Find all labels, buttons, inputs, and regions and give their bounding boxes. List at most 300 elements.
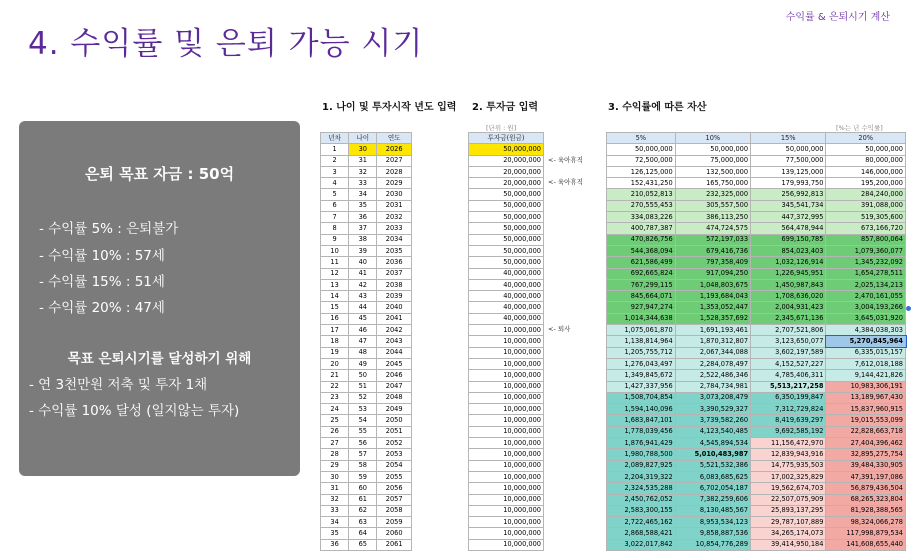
investment-cell[interactable]: 50,000,000 bbox=[469, 245, 544, 256]
table-row bbox=[469, 200, 544, 211]
asset-cell: 8,130,485,567 bbox=[675, 505, 750, 516]
investment-cell[interactable]: 40,000,000 bbox=[469, 268, 544, 279]
table-row bbox=[607, 347, 906, 358]
asset-cell: 141,608,655,440 bbox=[826, 539, 906, 550]
age-table-cell: 60 bbox=[349, 483, 377, 494]
asset-cell: 6,350,199,847 bbox=[751, 392, 826, 403]
age-table-cell: 12 bbox=[321, 268, 349, 279]
selection-handle[interactable] bbox=[906, 306, 911, 311]
asset-cell: 1,427,337,956 bbox=[607, 381, 676, 392]
table-row bbox=[469, 291, 544, 302]
age-table-cell: 5 bbox=[321, 189, 349, 200]
asset-cell: 4,123,540,485 bbox=[675, 426, 750, 437]
investment-cell[interactable]: 50,000,000 bbox=[469, 189, 544, 200]
age-table-cell: 2031 bbox=[377, 200, 412, 211]
table-row bbox=[321, 494, 412, 505]
asset-cell: 391,088,000 bbox=[826, 200, 906, 211]
plan-line-1: - 연 3천만원 저축 및 투자 1채 bbox=[29, 377, 208, 393]
age-table-cell: 2060 bbox=[377, 528, 412, 539]
age-table-cell: 1 bbox=[321, 144, 349, 155]
table-row bbox=[469, 234, 544, 245]
asset-cell: 1,014,344,638 bbox=[607, 313, 676, 324]
asset-cell: 1,276,043,497 bbox=[607, 358, 676, 369]
investment-cell[interactable]: 10,000,000 bbox=[469, 471, 544, 482]
asset-cell: 1,691,193,461 bbox=[675, 325, 750, 336]
table-row bbox=[321, 313, 412, 324]
asset-cell: 9,858,887,536 bbox=[675, 528, 750, 539]
asset-cell: 6,083,685,625 bbox=[675, 471, 750, 482]
asset-cell: 132,500,000 bbox=[675, 166, 750, 177]
rate-line-10: - 수익률 10% : 57세 bbox=[39, 248, 165, 264]
investment-header: 투자금(원금) bbox=[469, 133, 544, 144]
table-row bbox=[321, 166, 412, 177]
age-table-cell[interactable]: 30 bbox=[349, 144, 377, 155]
table-row bbox=[607, 449, 906, 460]
table-row bbox=[321, 438, 412, 449]
asset-cell: 3,739,582,260 bbox=[675, 415, 750, 426]
age-table-cell: 43 bbox=[349, 291, 377, 302]
asset-cell: 2,707,521,806 bbox=[751, 325, 826, 336]
age-table-cell: 2055 bbox=[377, 471, 412, 482]
asset-cell: 5,521,532,386 bbox=[675, 460, 750, 471]
investment-cell[interactable]: 10,000,000 bbox=[469, 505, 544, 516]
asset-cell: 80,000,000 bbox=[826, 155, 906, 166]
asset-cell: 519,305,600 bbox=[826, 212, 906, 223]
age-table-cell: 64 bbox=[349, 528, 377, 539]
investment-cell[interactable]: 10,000,000 bbox=[469, 336, 544, 347]
asset-cell: 854,023,403 bbox=[751, 245, 826, 256]
age-table-cell: 19 bbox=[321, 347, 349, 358]
table-row bbox=[607, 212, 906, 223]
investment-cell[interactable]: 50,000,000 bbox=[469, 200, 544, 211]
table-row bbox=[469, 212, 544, 223]
age-table-cell: 59 bbox=[349, 471, 377, 482]
asset-cell: 25,893,137,295 bbox=[751, 505, 826, 516]
table-row bbox=[469, 144, 544, 155]
asset-cell: 232,325,000 bbox=[675, 189, 750, 200]
asset-cell: 927,947,274 bbox=[607, 302, 676, 313]
investment-cell[interactable]: 10,000,000 bbox=[469, 528, 544, 539]
age-table-cell: 11 bbox=[321, 257, 349, 268]
table-row bbox=[321, 325, 412, 336]
age-table-cell: 41 bbox=[349, 268, 377, 279]
age-table-cell: 2061 bbox=[377, 539, 412, 550]
table-row bbox=[607, 178, 906, 189]
asset-cell: 621,586,499 bbox=[607, 257, 676, 268]
annotation-note: <- 육아휴직 bbox=[548, 155, 583, 164]
age-table-cell: 52 bbox=[349, 392, 377, 403]
age-table-cell: 51 bbox=[349, 381, 377, 392]
asset-cell: 386,113,250 bbox=[675, 212, 750, 223]
asset-cell: 56,879,436,504 bbox=[826, 483, 906, 494]
age-table-cell: 24 bbox=[321, 404, 349, 415]
table-row bbox=[469, 517, 544, 528]
table-row bbox=[321, 200, 412, 211]
asset-cell: 14,775,935,503 bbox=[751, 460, 826, 471]
table-row bbox=[469, 449, 544, 460]
investment-cell[interactable]: 10,000,000 bbox=[469, 438, 544, 449]
age-table-cell: 22 bbox=[321, 381, 349, 392]
age-table-cell: 18 bbox=[321, 336, 349, 347]
asset-cell: 152,431,250 bbox=[607, 178, 676, 189]
age-table-cell: 20 bbox=[321, 358, 349, 369]
age-table-cell: 44 bbox=[349, 302, 377, 313]
unit-label-right: [%는 년 수익률] bbox=[836, 124, 883, 132]
asset-cell: 50,000,000 bbox=[751, 144, 826, 155]
investment-cell[interactable]: 40,000,000 bbox=[469, 302, 544, 313]
investment-cell[interactable]: 20,000,000 bbox=[469, 166, 544, 177]
asset-cell: 7,382,259,606 bbox=[675, 494, 750, 505]
asset-cell: 12,839,943,916 bbox=[751, 449, 826, 460]
age-table-cell: 2051 bbox=[377, 426, 412, 437]
investment-cell[interactable]: 10,000,000 bbox=[469, 381, 544, 392]
age-table-cell: 2059 bbox=[377, 517, 412, 528]
table-row bbox=[469, 279, 544, 290]
page-title: 4. 수익률 및 은퇴 가능 시기 bbox=[28, 26, 424, 62]
asset-cell: 4,785,406,311 bbox=[751, 370, 826, 381]
investment-cell[interactable]: 20,000,000 bbox=[469, 155, 544, 166]
table-row bbox=[469, 347, 544, 358]
asset-cell: 2,868,588,421 bbox=[607, 528, 676, 539]
table-row bbox=[607, 517, 906, 528]
asset-cell: 256,992,813 bbox=[751, 189, 826, 200]
age-table-cell: 45 bbox=[349, 313, 377, 324]
age-table-cell: 31 bbox=[321, 483, 349, 494]
asset-cell: 1,349,845,672 bbox=[607, 370, 676, 381]
age-table-cell: 2027 bbox=[377, 155, 412, 166]
asset-cell: 1,226,945,951 bbox=[751, 268, 826, 279]
table-row bbox=[607, 471, 906, 482]
asset-cell: 2,067,344,088 bbox=[675, 347, 750, 358]
age-table-cell: 55 bbox=[349, 426, 377, 437]
table-row bbox=[469, 415, 544, 426]
table-row bbox=[321, 426, 412, 437]
investment-cell[interactable]: 10,000,000 bbox=[469, 415, 544, 426]
table-row bbox=[321, 245, 412, 256]
asset-cell: 3,602,197,589 bbox=[751, 347, 826, 358]
age-table-cell: 25 bbox=[321, 415, 349, 426]
age-table-cell: 2045 bbox=[377, 358, 412, 369]
age-table-cell: 2038 bbox=[377, 279, 412, 290]
age-table-cell: 40 bbox=[349, 257, 377, 268]
investment-cell[interactable]: 10,000,000 bbox=[469, 370, 544, 381]
asset-cell: 3,004,193,266 bbox=[826, 302, 906, 313]
asset-cell: 72,500,000 bbox=[607, 155, 676, 166]
asset-cell: 34,265,174,073 bbox=[751, 528, 826, 539]
age-table-cell: 32 bbox=[349, 166, 377, 177]
age-table-cell: 2041 bbox=[377, 313, 412, 324]
table-row bbox=[469, 166, 544, 177]
age-table-cell: 33 bbox=[321, 505, 349, 516]
table-row bbox=[607, 494, 906, 505]
table-row bbox=[321, 358, 412, 369]
table-row bbox=[469, 471, 544, 482]
age-table-cell: 49 bbox=[349, 358, 377, 369]
asset-cell: 50,000,000 bbox=[826, 144, 906, 155]
table-row bbox=[607, 370, 906, 381]
investment-cell[interactable]: 50,000,000 bbox=[469, 212, 544, 223]
asset-cell: 22,828,663,718 bbox=[826, 426, 906, 437]
age-table-cell: 42 bbox=[349, 279, 377, 290]
table-row bbox=[607, 245, 906, 256]
investment-cell[interactable]: 40,000,000 bbox=[469, 313, 544, 324]
asset-cell: 673,166,720 bbox=[826, 223, 906, 234]
investment-cell[interactable]: 10,000,000 bbox=[469, 517, 544, 528]
asset-cell: 270,555,453 bbox=[607, 200, 676, 211]
asset-cell: 1,032,126,914 bbox=[751, 257, 826, 268]
table-row bbox=[469, 223, 544, 234]
asset-cell: 50,000,000 bbox=[607, 144, 676, 155]
age-table-cell: 9 bbox=[321, 234, 349, 245]
table-row bbox=[607, 528, 906, 539]
table-row bbox=[321, 155, 412, 166]
table-row bbox=[469, 178, 544, 189]
table-row bbox=[607, 279, 906, 290]
investment-cell[interactable]: 10,000,000 bbox=[469, 494, 544, 505]
asset-cell: 699,150,785 bbox=[751, 234, 826, 245]
asset-cell: 845,664,071 bbox=[607, 291, 676, 302]
table-row bbox=[469, 336, 544, 347]
table-row bbox=[469, 404, 544, 415]
age-table-cell: 17 bbox=[321, 325, 349, 336]
investment-cell[interactable]: 50,000,000 bbox=[469, 257, 544, 268]
table-row bbox=[469, 494, 544, 505]
age-table-cell: 35 bbox=[321, 528, 349, 539]
asset-cell: 2,324,535,288 bbox=[607, 483, 676, 494]
asset-cell: 1,654,278,511 bbox=[826, 268, 906, 279]
age-table-cell: 2032 bbox=[377, 212, 412, 223]
asset-cell: 2,522,486,346 bbox=[675, 370, 750, 381]
asset-cell: 2,722,465,162 bbox=[607, 517, 676, 528]
table-row bbox=[607, 223, 906, 234]
rate-line-20: - 수익률 20% : 47세 bbox=[39, 300, 165, 316]
table-row bbox=[607, 144, 906, 155]
asset-cell: 68,265,323,804 bbox=[826, 494, 906, 505]
corner-label: 수익률 & 은퇴시기 계산 bbox=[785, 12, 890, 23]
asset-cell: 7,312,729,824 bbox=[751, 404, 826, 415]
asset-cell: 2,004,931,423 bbox=[751, 302, 826, 313]
asset-cell: 474,724,575 bbox=[675, 223, 750, 234]
age-table-cell[interactable]: 2026 bbox=[377, 144, 412, 155]
asset-cell: 146,000,000 bbox=[826, 166, 906, 177]
asset-cell: 1,138,814,964 bbox=[607, 336, 676, 347]
table-row bbox=[321, 539, 412, 550]
table-row bbox=[607, 483, 906, 494]
asset-cell: 1,870,312,807 bbox=[675, 336, 750, 347]
asset-cell: 1,980,788,500 bbox=[607, 449, 676, 460]
age-table-cell: 6 bbox=[321, 200, 349, 211]
investment-cell[interactable]: 10,000,000 bbox=[469, 392, 544, 403]
asset-cell: 305,557,500 bbox=[675, 200, 750, 211]
table-row bbox=[321, 223, 412, 234]
age-table-cell: 8 bbox=[321, 223, 349, 234]
table-row bbox=[321, 449, 412, 460]
asset-cell: 400,787,387 bbox=[607, 223, 676, 234]
age-table-cell: 2047 bbox=[377, 381, 412, 392]
age-table-cell: 2058 bbox=[377, 505, 412, 516]
table-row bbox=[607, 336, 906, 347]
investment-cell[interactable]: 10,000,000 bbox=[469, 539, 544, 550]
table-row bbox=[321, 279, 412, 290]
age-table-cell: 2050 bbox=[377, 415, 412, 426]
table-row bbox=[321, 528, 412, 539]
table-row bbox=[469, 392, 544, 403]
asset-cell: 6,702,054,187 bbox=[675, 483, 750, 494]
table-row bbox=[607, 358, 906, 369]
table-row bbox=[321, 189, 412, 200]
asset-cell: 470,826,756 bbox=[607, 234, 676, 245]
table-row bbox=[469, 483, 544, 494]
table-row bbox=[321, 268, 412, 279]
asset-cell: 10,854,776,289 bbox=[675, 539, 750, 550]
table-row bbox=[321, 302, 412, 313]
asset-cell: 9,144,421,826 bbox=[826, 370, 906, 381]
goal-text: 은퇴 목표 자금 : 50억 bbox=[84, 165, 235, 183]
asset-cell: 1,345,232,092 bbox=[826, 257, 906, 268]
asset-table-header: 20% bbox=[826, 133, 906, 144]
asset-cell: 2,470,161,055 bbox=[826, 291, 906, 302]
table-row bbox=[469, 257, 544, 268]
age-table-cell: 34 bbox=[349, 189, 377, 200]
asset-cell: 2,345,671,136 bbox=[751, 313, 826, 324]
age-table-cell: 63 bbox=[349, 517, 377, 528]
asset-cell: 17,002,325,829 bbox=[751, 471, 826, 482]
table-row bbox=[469, 245, 544, 256]
asset-cell: 3,645,031,920 bbox=[826, 313, 906, 324]
asset-cell: 13,189,967,430 bbox=[826, 392, 906, 403]
asset-cell: 447,372,995 bbox=[751, 212, 826, 223]
plan-line-2: - 수익률 10% 달성 (일지않는 투자) bbox=[29, 403, 240, 419]
asset-cell: 2,204,319,322 bbox=[607, 471, 676, 482]
rate-line-5: - 수익률 5% : 은퇴불가 bbox=[39, 221, 179, 237]
age-table-cell: 58 bbox=[349, 460, 377, 471]
asset-cell: 50,000,000 bbox=[675, 144, 750, 155]
table-row bbox=[321, 392, 412, 403]
asset-cell: 572,197,033 bbox=[675, 234, 750, 245]
age-table-cell: 50 bbox=[349, 370, 377, 381]
asset-cell: 6,335,015,157 bbox=[826, 347, 906, 358]
asset-table-header: 5% bbox=[607, 133, 676, 144]
age-table-cell: 2043 bbox=[377, 336, 412, 347]
asset-cell: 334,083,226 bbox=[607, 212, 676, 223]
asset-cell: 544,368,094 bbox=[607, 245, 676, 256]
table-row bbox=[469, 381, 544, 392]
table-row bbox=[321, 370, 412, 381]
age-table-cell: 30 bbox=[321, 471, 349, 482]
table-row bbox=[607, 313, 906, 324]
table-row bbox=[321, 460, 412, 471]
investment-cell[interactable]: 50,000,000 bbox=[469, 234, 544, 245]
asset-cell: 1,508,704,854 bbox=[607, 392, 676, 403]
asset-cell: 1,079,360,077 bbox=[826, 245, 906, 256]
age-table-cell: 2033 bbox=[377, 223, 412, 234]
investment-cell[interactable]: 10,000,000 bbox=[469, 483, 544, 494]
asset-cell: 8,953,534,123 bbox=[675, 517, 750, 528]
panel-subtitle: 목표 은퇴시기를 달성하기 위해 bbox=[67, 351, 252, 367]
investment-cell[interactable]: 10,000,000 bbox=[469, 449, 544, 460]
table-row bbox=[607, 234, 906, 245]
age-table-cell: 4 bbox=[321, 178, 349, 189]
investment-cell[interactable]: 40,000,000 bbox=[469, 291, 544, 302]
table-row bbox=[321, 178, 412, 189]
asset-cell: 1,075,061,870 bbox=[607, 325, 676, 336]
age-table-cell: 2029 bbox=[377, 178, 412, 189]
table-row bbox=[469, 505, 544, 516]
table-row bbox=[469, 302, 544, 313]
section-label-1: 1. 나이 및 투자시작 년도 입력 bbox=[322, 102, 457, 113]
asset-cell: 5,270,845,964 bbox=[826, 336, 906, 347]
asset-cell: 3,123,650,077 bbox=[751, 336, 826, 347]
asset-cell: 679,416,736 bbox=[675, 245, 750, 256]
asset-cell: 564,478,944 bbox=[751, 223, 826, 234]
age-table-cell: 47 bbox=[349, 336, 377, 347]
asset-cell: 39,484,330,905 bbox=[826, 460, 906, 471]
asset-cell: 4,545,894,534 bbox=[675, 438, 750, 449]
investment-cell[interactable]: 10,000,000 bbox=[469, 325, 544, 336]
table-row bbox=[469, 358, 544, 369]
age-table-cell: 37 bbox=[349, 223, 377, 234]
investment-cell[interactable]: 40,000,000 bbox=[469, 279, 544, 290]
investment-cell[interactable]: 10,000,000 bbox=[469, 426, 544, 437]
asset-cell: 10,983,306,191 bbox=[826, 381, 906, 392]
age-table-cell: 35 bbox=[349, 200, 377, 211]
investment-cell[interactable]: 50,000,000 bbox=[469, 144, 544, 155]
age-table-cell: 57 bbox=[349, 449, 377, 460]
asset-cell: 7,612,018,188 bbox=[826, 358, 906, 369]
asset-cell: 857,800,064 bbox=[826, 234, 906, 245]
annotation-note: <- 퇴사 bbox=[548, 325, 571, 334]
rate-line-15: - 수익률 15% : 51세 bbox=[39, 274, 165, 290]
age-table-cell: 2 bbox=[321, 155, 349, 166]
asset-cell: 77,500,000 bbox=[751, 155, 826, 166]
age-table-cell: 26 bbox=[321, 426, 349, 437]
investment-cell[interactable]: 50,000,000 bbox=[469, 223, 544, 234]
age-table-cell: 38 bbox=[349, 234, 377, 245]
asset-cell: 11,156,472,970 bbox=[751, 438, 826, 449]
asset-cell: 126,125,000 bbox=[607, 166, 676, 177]
table-row bbox=[321, 505, 412, 516]
table-row bbox=[607, 200, 906, 211]
table-row bbox=[607, 189, 906, 200]
investment-cell[interactable]: 10,000,000 bbox=[469, 404, 544, 415]
age-table-cell: 2048 bbox=[377, 392, 412, 403]
asset-cell: 47,391,197,086 bbox=[826, 471, 906, 482]
asset-cell: 195,200,000 bbox=[826, 178, 906, 189]
investment-cell[interactable]: 10,000,000 bbox=[469, 347, 544, 358]
investment-cell[interactable]: 10,000,000 bbox=[469, 358, 544, 369]
age-table-cell: 2035 bbox=[377, 245, 412, 256]
asset-cell: 29,787,107,889 bbox=[751, 517, 826, 528]
summary-panel bbox=[19, 121, 300, 476]
asset-cell: 1,708,636,020 bbox=[751, 291, 826, 302]
investment-cell[interactable]: 10,000,000 bbox=[469, 460, 544, 471]
age-table-cell: 7 bbox=[321, 212, 349, 223]
age-table-cell: 2042 bbox=[377, 325, 412, 336]
asset-cell: 1,594,140,096 bbox=[607, 404, 676, 415]
asset-cell: 8,419,639,297 bbox=[751, 415, 826, 426]
age-year-table bbox=[320, 132, 412, 551]
asset-cell: 165,750,000 bbox=[675, 178, 750, 189]
asset-cell: 692,665,824 bbox=[607, 268, 676, 279]
asset-table-header: 10% bbox=[675, 133, 750, 144]
table-row bbox=[469, 438, 544, 449]
age-table-cell: 27 bbox=[321, 438, 349, 449]
asset-cell: 3,073,208,479 bbox=[675, 392, 750, 403]
investment-cell[interactable]: 20,000,000 bbox=[469, 178, 544, 189]
age-table-cell: 13 bbox=[321, 279, 349, 290]
age-table-cell: 2053 bbox=[377, 449, 412, 460]
asset-table-header: 15% bbox=[751, 133, 826, 144]
